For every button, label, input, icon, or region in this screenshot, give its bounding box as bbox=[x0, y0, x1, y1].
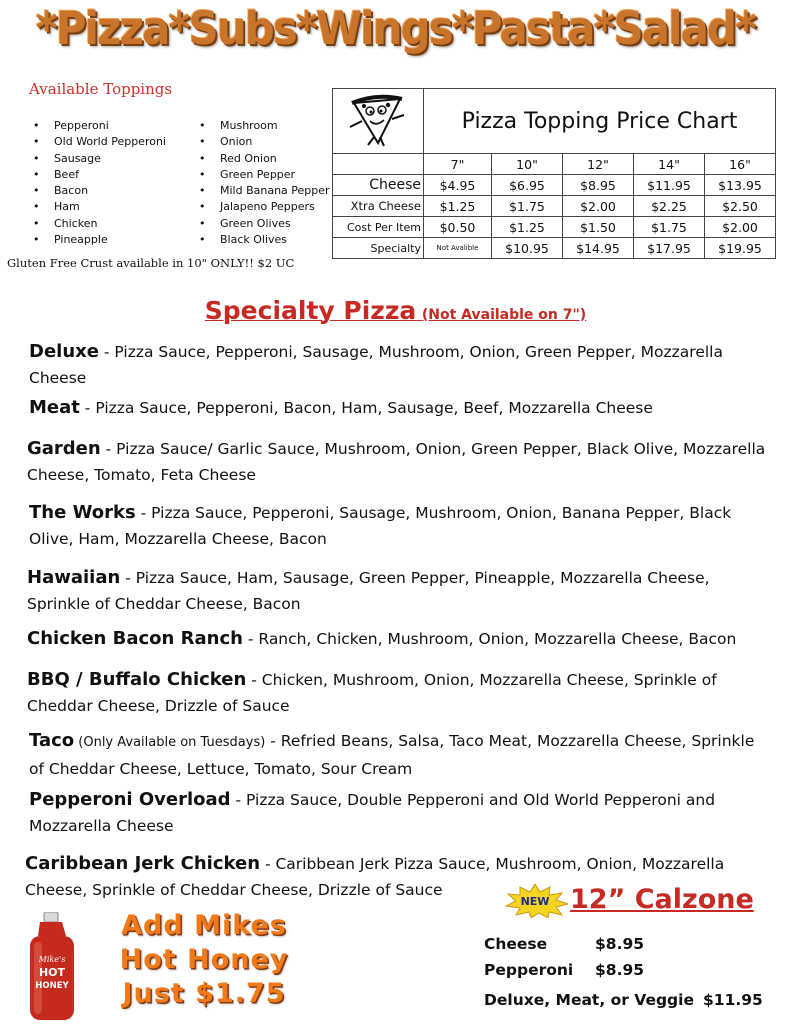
price-cell: $17.95 bbox=[634, 238, 705, 259]
bottle-label-honey: HONEY bbox=[35, 981, 69, 991]
row-label: Cost Per Item bbox=[333, 217, 424, 238]
pizza-name: Meat bbox=[29, 397, 80, 418]
pizza-name: The Works bbox=[29, 502, 136, 523]
pizza-desc: - Pizza Sauce, Pepperoni, Bacon, Ham, Sausage, Beef, Mozzarella Cheese bbox=[79, 399, 653, 417]
price-cell: $1.25 bbox=[424, 196, 492, 217]
pizza-desc: - Pizza Sauce, Pepperoni, Sausage, Mushroom, Onion, Green Pepper, Mozzarella Cheese bbox=[29, 343, 723, 387]
pizza-name: Caribbean Jerk Chicken bbox=[25, 853, 261, 874]
calzone-item-price: $8.95 bbox=[595, 961, 645, 979]
topping-item: • Red Onion bbox=[196, 151, 330, 167]
calzone-item-name: Cheese bbox=[484, 935, 548, 953]
topping-item: • Pepperoni bbox=[30, 118, 166, 134]
topping-item: • Beef bbox=[30, 167, 166, 183]
price-cell: $14.95 bbox=[563, 238, 634, 259]
specialty-heading bbox=[0, 296, 791, 325]
size-header: 12" bbox=[563, 154, 634, 175]
gluten-free-note: Gluten Free Crust available in 10" ONLY!! $2 UC bbox=[7, 256, 295, 270]
calzone-title: 12” Calzone bbox=[570, 884, 754, 915]
price-cell: $1.75 bbox=[634, 217, 705, 238]
price-cell: $2.25 bbox=[634, 196, 705, 217]
topping-item: • Green Pepper bbox=[196, 167, 330, 183]
topping-item: • Ham bbox=[30, 199, 166, 215]
pizza-item-bbq-buffalo-chicken bbox=[27, 667, 767, 719]
pizza-desc: - Caribbean Jerk Pizza Sauce, Mushroom, Onion, Mozzarella Cheese, Sprinkle of Cheddar Cheese, Drizzle of Sauce bbox=[25, 855, 725, 899]
pizza-item-pepperoni-overload bbox=[29, 787, 769, 839]
pizza-name: Hawaiian bbox=[27, 567, 121, 588]
size-header: 16" bbox=[705, 154, 776, 175]
calzone-item-price: $11.95 bbox=[703, 991, 763, 1009]
toppings-list-right bbox=[196, 118, 330, 248]
price-row-cost-per-item bbox=[333, 217, 776, 238]
hot-honey-line-2: Hot Honey bbox=[119, 944, 289, 975]
price-cell: $2.00 bbox=[563, 196, 634, 217]
hot-honey-bottle-icon bbox=[26, 912, 78, 1022]
bottle-label-brand: Mike's bbox=[38, 955, 66, 964]
pizza-desc: - Chicken, Mushroom, Onion, Mozzarella Cheese, Sprinkle of Cheddar Cheese, Drizzle of Sauce bbox=[27, 671, 717, 715]
specialty-subtitle: (Not Available on 7") bbox=[421, 307, 587, 323]
pizza-name: Garden bbox=[27, 438, 101, 459]
price-cell: $10.95 bbox=[492, 238, 563, 259]
size-header: 7" bbox=[424, 154, 492, 175]
topping-item: • Jalapeno Peppers bbox=[196, 199, 330, 215]
bottle-label-hot: HOT bbox=[38, 966, 66, 979]
price-row-cheese bbox=[333, 175, 776, 196]
pizza-note: (Only Available on Tuesdays) bbox=[74, 735, 266, 750]
topping-item: • Bacon bbox=[30, 183, 166, 199]
pizza-name: Pepperoni Overload bbox=[29, 789, 231, 810]
hot-honey-line-1: Add Mikes bbox=[121, 910, 287, 941]
pizza-item-meat bbox=[29, 395, 769, 421]
row-label: Specialty bbox=[333, 238, 424, 259]
topping-item: • Mushroom bbox=[196, 118, 330, 134]
calzone-item-name: Deluxe, Meat, or Veggie bbox=[484, 991, 694, 1009]
price-cell: Not Avalible bbox=[424, 238, 492, 259]
calzone-item-price: $8.95 bbox=[595, 935, 645, 953]
topping-price-table bbox=[332, 88, 776, 259]
row-label: Cheese bbox=[333, 175, 424, 196]
price-cell: $2.50 bbox=[705, 196, 776, 217]
pizza-item-garden bbox=[27, 436, 767, 488]
price-cell: $8.95 bbox=[563, 175, 634, 196]
price-cell: $1.50 bbox=[563, 217, 634, 238]
specialty-title: Specialty Pizza bbox=[204, 296, 417, 325]
pizza-name: Deluxe bbox=[29, 341, 99, 362]
topping-item: • Green Olives bbox=[196, 216, 330, 232]
price-cell: $19.95 bbox=[705, 238, 776, 259]
pizza-desc: - Ranch, Chicken, Mushroom, Onion, Mozzarella Cheese, Bacon bbox=[242, 630, 737, 648]
size-header: 10" bbox=[492, 154, 563, 175]
hot-honey-line-3: Just $1.75 bbox=[122, 978, 286, 1009]
new-starburst-icon bbox=[502, 884, 568, 918]
empty-corner-cell bbox=[333, 154, 424, 175]
topping-item: • Chicken bbox=[30, 216, 166, 232]
new-badge-label: NEW bbox=[520, 895, 550, 908]
pizza-mascot-cell bbox=[333, 89, 424, 154]
pizza-name: Taco bbox=[29, 730, 75, 751]
price-cell: $11.95 bbox=[634, 175, 705, 196]
pizza-desc: - Pizza Sauce/ Garlic Sauce, Mushroom, Onion, Green Pepper, Black Olive, Mozzarella Cheese, Tomato, Feta Cheese bbox=[27, 440, 766, 484]
price-chart-title: Pizza Topping Price Chart bbox=[424, 89, 776, 154]
row-label: Xtra Cheese bbox=[333, 196, 424, 217]
topping-item: • Sausage bbox=[30, 151, 166, 167]
toppings-title: Available Toppings bbox=[29, 80, 173, 98]
pizza-item-deluxe bbox=[29, 339, 769, 391]
price-cell: $0.50 bbox=[424, 217, 492, 238]
toppings-list-left bbox=[30, 118, 166, 248]
pizza-desc: - Pizza Sauce, Pepperoni, Sausage, Mushroom, Onion, Banana Pepper, Black Olive, Ham, Mozzarella Cheese, Bacon bbox=[29, 504, 732, 548]
calzone-item-name: Pepperoni bbox=[484, 961, 574, 979]
pizza-item-taco bbox=[29, 728, 769, 782]
price-cell: $2.00 bbox=[705, 217, 776, 238]
pizza-item-chicken-bacon-ranch bbox=[27, 626, 767, 652]
price-cell: $13.95 bbox=[705, 175, 776, 196]
pizza-name: BBQ / Buffalo Chicken bbox=[27, 669, 247, 690]
price-cell: $4.95 bbox=[424, 175, 492, 196]
size-header: 14" bbox=[634, 154, 705, 175]
price-cell: $1.25 bbox=[492, 217, 563, 238]
pizza-desc: - Refried Beans, Salsa, Taco Meat, Mozzarella Cheese, Sprinkle of Cheddar Cheese, Lettuce, Tomato, Sour Cream bbox=[29, 732, 755, 778]
topping-item: • Onion bbox=[196, 134, 330, 150]
pizza-item-hawaiian bbox=[27, 565, 767, 617]
pizza-slice-mascot-icon bbox=[344, 91, 410, 149]
pizza-desc: - Pizza Sauce, Ham, Sausage, Green Pepper, Pineapple, Mozzarella Cheese, Sprinkle of Cheddar Cheese, Bacon bbox=[27, 569, 710, 613]
pizza-item-the-works bbox=[29, 500, 769, 552]
topping-item: • Black Olives bbox=[196, 232, 330, 248]
topping-item: • Mild Banana Pepper bbox=[196, 183, 330, 199]
price-cell: $6.95 bbox=[492, 175, 563, 196]
pizza-desc: - Pizza Sauce, Double Pepperoni and Old World Pepperoni and Mozzarella Cheese bbox=[29, 791, 716, 835]
price-cell: $1.75 bbox=[492, 196, 563, 217]
price-row-specialty bbox=[333, 238, 776, 259]
topping-item: • Old World Pepperoni bbox=[30, 134, 166, 150]
price-row-xtra-cheese bbox=[333, 196, 776, 217]
topping-item: • Pineapple bbox=[30, 232, 166, 248]
pizza-name: Chicken Bacon Ranch bbox=[27, 628, 243, 649]
menu-banner: *Pizza*Subs*Wings*Pasta*Salad* bbox=[35, 2, 756, 55]
